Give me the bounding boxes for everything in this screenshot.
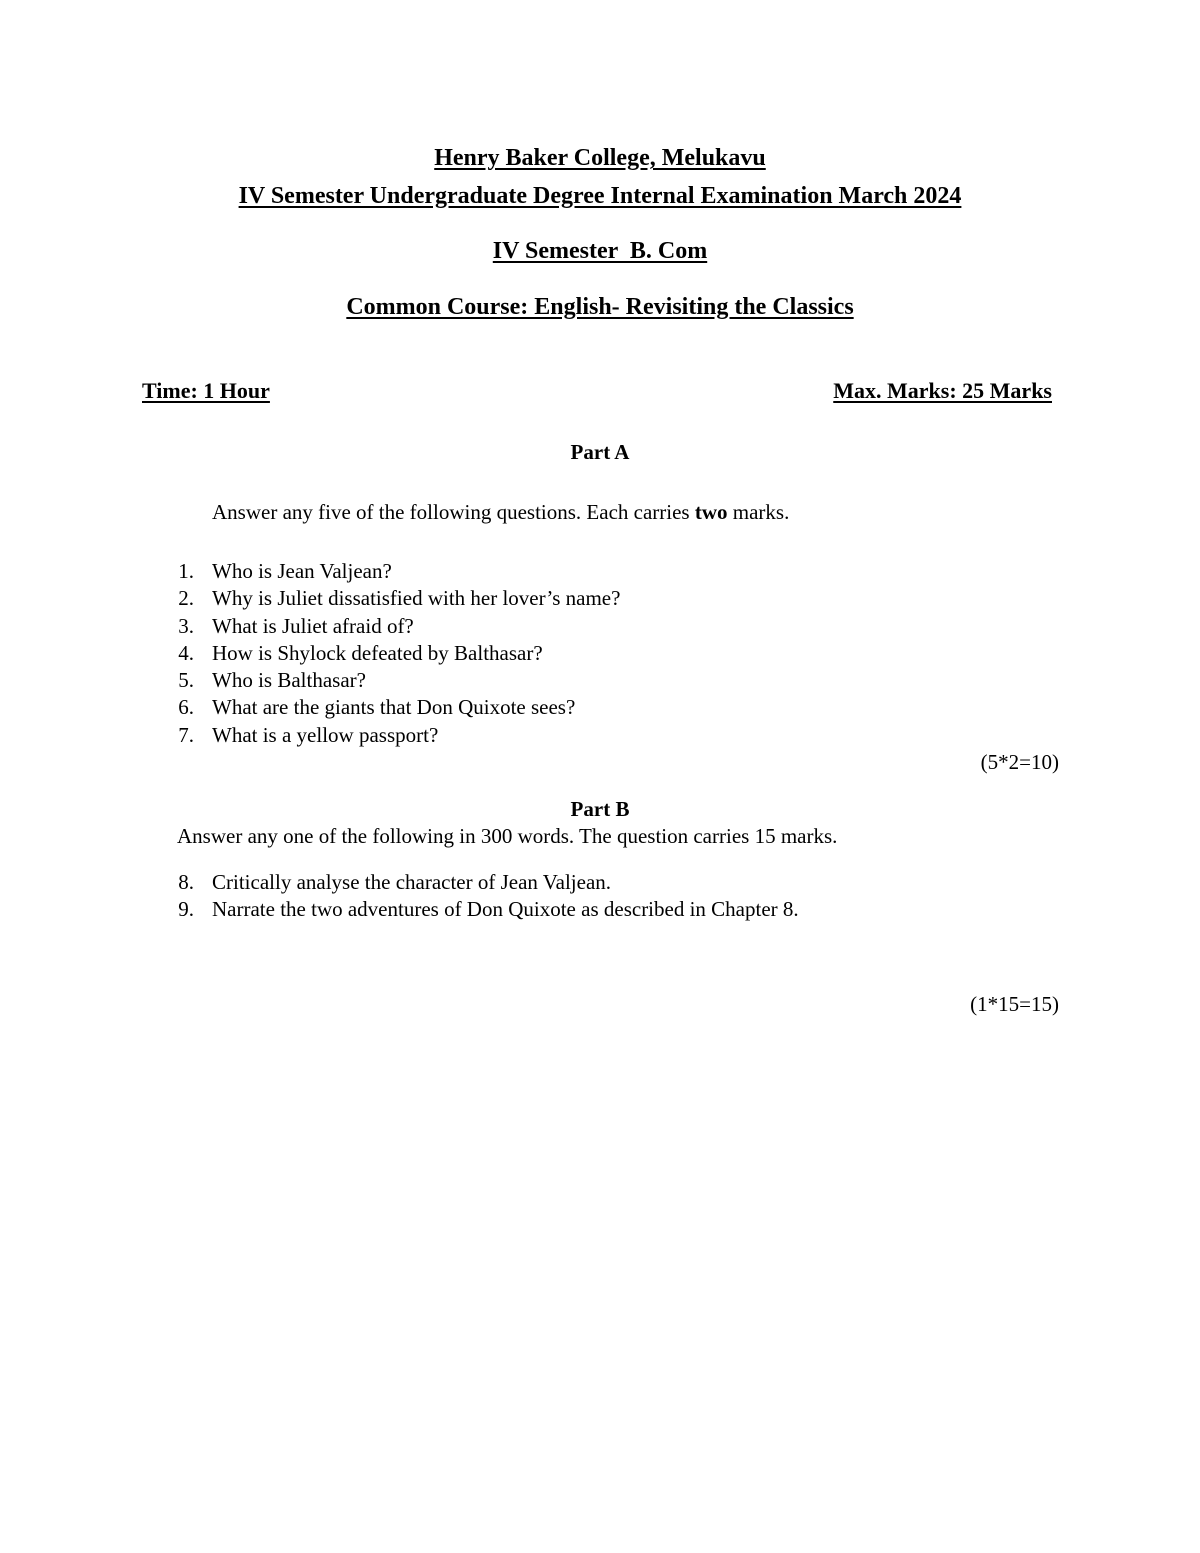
- time-label: Time: 1 Hour: [142, 378, 270, 403]
- semester-title-text: IV Semester B. Com: [492, 238, 708, 264]
- question-number: 1.: [178, 559, 194, 583]
- question-text: Critically analyse the character of Jean Valjean.: [212, 870, 612, 894]
- question-item: [0, 869, 1200, 896]
- question-text: Why is Juliet dissatisfied with her lover’s name?: [212, 586, 621, 611]
- semester-title: [0, 236, 1200, 266]
- question-item: [0, 667, 1200, 694]
- question-number: 7.: [178, 722, 194, 747]
- part-a-instruction: [212, 498, 789, 526]
- question-text: Who is Jean Valjean?: [212, 559, 392, 583]
- question-text: What is Juliet afraid of?: [212, 613, 414, 638]
- question-text: Narrate the two adventures of Don Quixote as described in Chapter 8.: [212, 897, 799, 922]
- course-title-text: Common Course: English- Revisiting the Classics: [346, 294, 854, 320]
- part-a-instruction-bold: two: [694, 500, 728, 524]
- part-a-heading: Part A: [570, 440, 630, 464]
- part-a-instruction-pre: Answer any five of the following questions. Each carries: [212, 500, 695, 524]
- exam-title-text: IV Semester Undergraduate Degree Internal Examination March 2024: [238, 183, 962, 209]
- question-number: 5.: [178, 668, 194, 693]
- question-number: 9.: [178, 897, 194, 922]
- part-b-instruction: Answer any one of the following in 300 words. The question carries 15 marks.: [177, 824, 838, 848]
- part-a-instruction-post: marks.: [727, 500, 790, 524]
- question-item: [0, 558, 1200, 585]
- question-item: [0, 640, 1200, 667]
- question-text: Who is Balthasar?: [212, 668, 366, 693]
- question-item: [0, 896, 1200, 923]
- question-number: 4.: [178, 640, 194, 665]
- question-item: [0, 613, 1200, 640]
- part-b-question-list: [0, 869, 1200, 924]
- question-text: How is Shylock defeated by Balthasar?: [212, 640, 543, 665]
- question-number: 6.: [178, 695, 194, 720]
- question-text: What is a yellow passport?: [212, 722, 439, 747]
- question-number: 8.: [178, 870, 194, 894]
- question-number: 3.: [178, 613, 194, 638]
- question-item: [0, 585, 1200, 612]
- exam-title: [0, 181, 1200, 211]
- part-a-question-list: [0, 558, 1200, 749]
- part-b-heading: Part B: [570, 797, 630, 821]
- question-item: [0, 722, 1200, 749]
- question-number: 2.: [178, 586, 194, 611]
- part-a-marks: (5*2=10): [980, 750, 1059, 774]
- course-title: [0, 292, 1200, 322]
- max-marks-label: Max. Marks: 25 Marks: [833, 378, 1052, 403]
- college-name: [0, 143, 1200, 173]
- question-text: What are the giants that Don Quixote sees?: [212, 695, 576, 720]
- college-name-text: Henry Baker College, Melukavu: [434, 145, 766, 171]
- question-item: [0, 694, 1200, 721]
- part-b-marks: (1*15=15): [970, 992, 1059, 1016]
